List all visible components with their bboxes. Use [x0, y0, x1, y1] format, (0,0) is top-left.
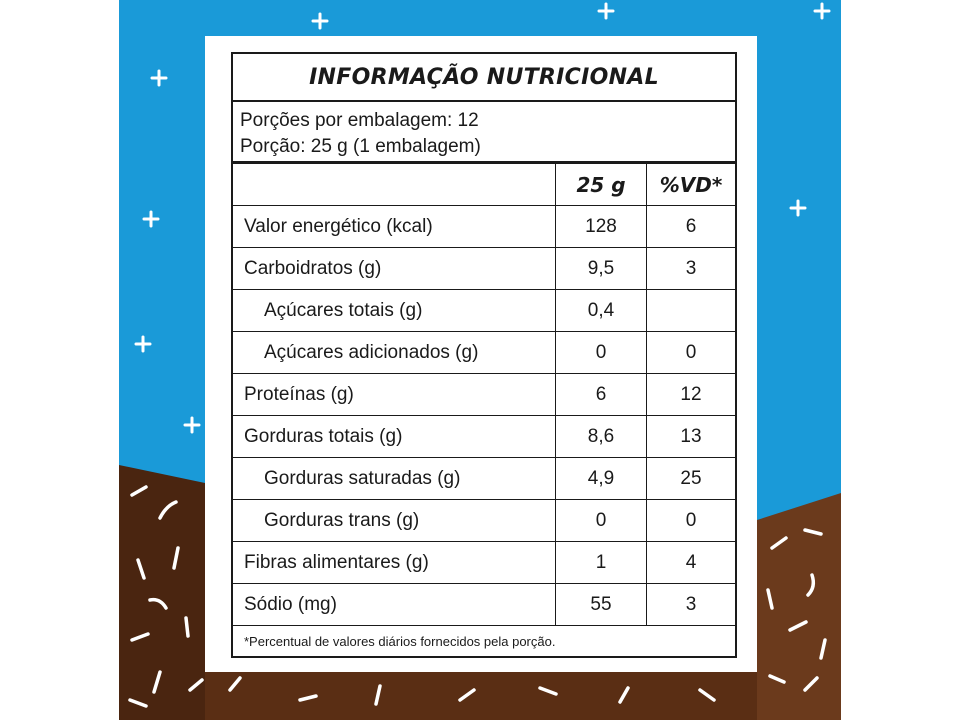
nutrient-dv: 0 [646, 332, 735, 373]
nutrient-dv: 13 [646, 416, 735, 457]
nutrient-label: Açúcares totais (g) [264, 299, 423, 321]
nutrient-label: Sódio (mg) [244, 593, 337, 615]
nutrient-dv: 25 [646, 458, 735, 499]
nutrient-amount: 1 [555, 542, 646, 583]
nutrient-amount: 55 [555, 584, 646, 625]
nutrient-amount: 8,6 [555, 416, 646, 457]
table-title: INFORMAÇÃO NUTRICIONAL [233, 54, 735, 102]
portions-per-package: Porções por embalagem: 12 [240, 110, 479, 131]
nutrient-amount: 9,5 [555, 248, 646, 289]
nutrient-dv: 6 [646, 206, 735, 247]
nutrient-amount: 4,9 [555, 458, 646, 499]
table-row [233, 248, 735, 290]
nutrient-label: Fibras alimentares (g) [244, 551, 429, 573]
nutrient-amount: 0,4 [555, 290, 646, 331]
table-row [233, 458, 735, 500]
nutrient-amount: 128 [555, 206, 646, 247]
nutrient-label: Gorduras totais (g) [244, 425, 403, 447]
nutrient-dv: 3 [646, 248, 735, 289]
table-row [233, 290, 735, 332]
portion-size: Porção: 25 g (1 embalagem) [240, 136, 481, 157]
nutrient-amount: 0 [555, 500, 646, 541]
nutrient-label: Proteínas (g) [244, 383, 354, 405]
nutrient-dv: 4 [646, 542, 735, 583]
table-row [233, 500, 735, 542]
header-dv: %VD* [646, 164, 735, 205]
table-header-row [233, 164, 735, 206]
portion-info [233, 102, 735, 164]
footnote: *Percentual de valores diários fornecidos pela porção. [244, 633, 556, 649]
header-amount: 25 g [555, 164, 646, 205]
table-row [233, 584, 735, 626]
nutrient-amount: 0 [555, 332, 646, 373]
table-row [233, 374, 735, 416]
nutrient-label: Valor energético (kcal) [244, 215, 433, 237]
nutrient-dv: 12 [646, 374, 735, 415]
nutrient-dv [646, 290, 735, 331]
table-row [233, 416, 735, 458]
table-row [233, 332, 735, 374]
header-label-cell [233, 164, 555, 205]
nutrient-label: Açúcares adicionados (g) [264, 341, 479, 363]
nutrient-label: Carboidratos (g) [244, 257, 382, 279]
table-row [233, 542, 735, 584]
table-row [233, 206, 735, 248]
nutrient-dv: 3 [646, 584, 735, 625]
nutrient-label: Gorduras saturadas (g) [264, 467, 461, 489]
nutrient-amount: 6 [555, 374, 646, 415]
nutrient-label: Gorduras trans (g) [264, 509, 420, 531]
nutrition-table [231, 52, 737, 658]
nutrient-dv: 0 [646, 500, 735, 541]
